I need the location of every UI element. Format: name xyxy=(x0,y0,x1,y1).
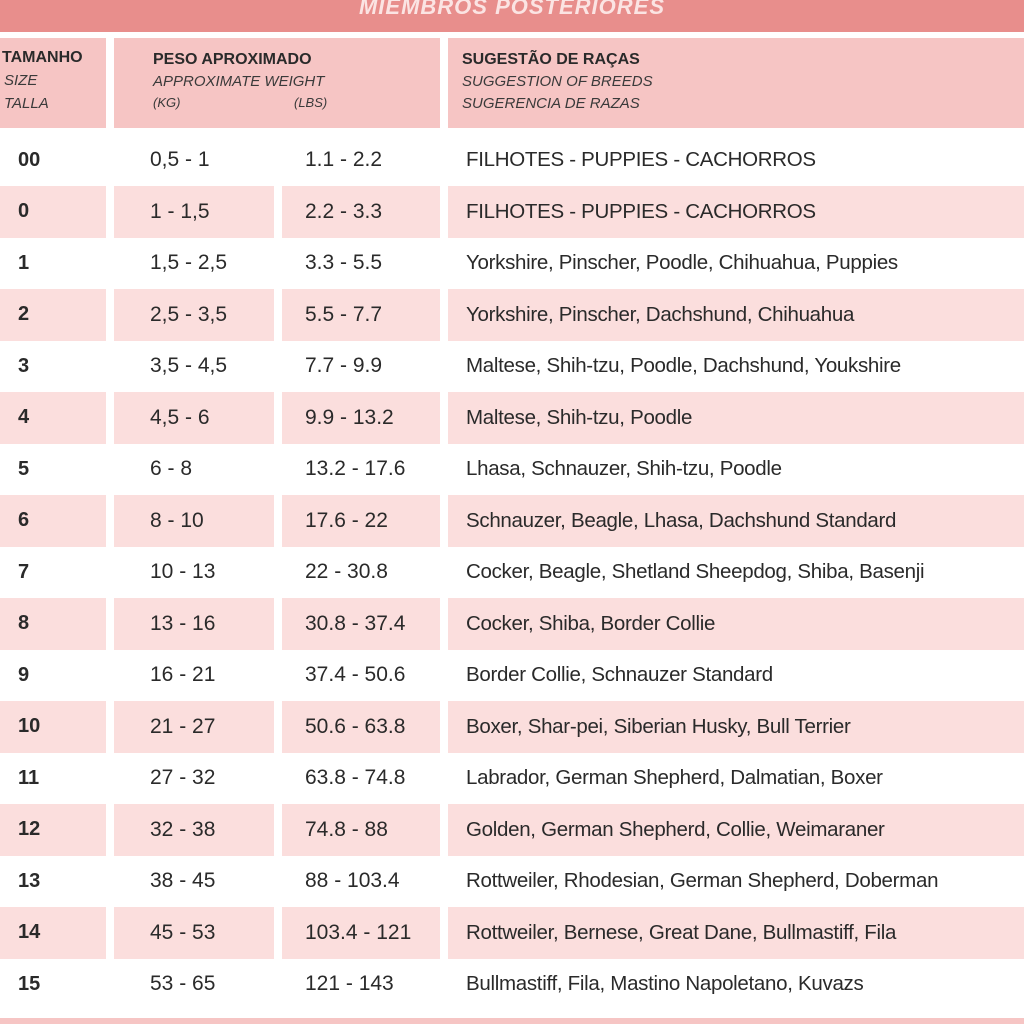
weight-kg-cell: 10 - 13 xyxy=(150,560,216,583)
table-row xyxy=(0,186,1024,238)
header-breeds-en: SUGGESTION OF BREEDS xyxy=(462,73,653,90)
weight-kg-cell: 6 - 8 xyxy=(150,457,193,480)
weight-lbs-cell: 63.8 - 74.8 xyxy=(305,766,406,789)
breeds-cell: Schnauzer, Beagle, Lhasa, Dachshund Standard xyxy=(448,495,1024,547)
weight-lbs-cell: 3.3 - 5.5 xyxy=(305,251,383,274)
header-weight-kg: (KG) xyxy=(153,95,181,110)
weight-lbs-cell: 1.1 - 2.2 xyxy=(305,148,383,171)
size-cell: 5 xyxy=(18,457,30,480)
size-cell: 7 xyxy=(18,560,30,583)
size-cell: 0 xyxy=(0,186,106,238)
weight-lbs-cell: 7.7 - 9.9 xyxy=(305,354,383,377)
banner-title: MIEMBROS POSTERIORES xyxy=(358,0,666,19)
size-cell: 3 xyxy=(18,354,30,377)
size-cell: 00 xyxy=(18,148,41,171)
header-weight xyxy=(114,38,440,128)
breeds-cell: FILHOTES - PUPPIES - CACHORROS xyxy=(466,148,816,171)
weight-lbs-cell: 22 - 30.8 xyxy=(305,560,388,583)
weight-kg-cell: 2,5 - 3,5 xyxy=(114,289,274,341)
breeds-cell: Yorkshire, Pinscher, Dachshund, Chihuahua xyxy=(448,289,1024,341)
weight-kg-cell: 32 - 38 xyxy=(114,804,274,856)
size-cell: 2 xyxy=(0,289,106,341)
weight-kg-cell: 0,5 - 1 xyxy=(150,148,210,171)
weight-lbs-cell: 37.4 - 50.6 xyxy=(305,663,406,686)
weight-kg-cell: 13 - 16 xyxy=(114,598,274,650)
table-row xyxy=(0,134,1024,186)
breeds-cell: Golden, German Shepherd, Collie, Weimaraner xyxy=(448,804,1024,856)
header-weight-lbs: (LBS) xyxy=(294,95,328,110)
header-breeds-pt: SUGESTÃO DE RAÇAS xyxy=(462,51,640,68)
weight-lbs-cell: 17.6 - 22 xyxy=(282,495,440,547)
weight-kg-cell: 1,5 - 2,5 xyxy=(150,251,228,274)
header-size-es: TALLA xyxy=(4,95,49,112)
breeds-cell: Maltese, Shih-tzu, Poodle, Dachshund, Youkshire xyxy=(466,354,901,377)
breeds-cell: Border Collie, Schnauzer Standard xyxy=(466,663,773,686)
size-cell: 6 xyxy=(0,495,106,547)
weight-kg-cell: 1 - 1,5 xyxy=(114,186,274,238)
table-row xyxy=(0,546,1024,598)
header-weight-en: APPROXIMATE WEIGHT xyxy=(153,73,325,90)
table-row xyxy=(0,495,1024,547)
weight-lbs-cell: 13.2 - 17.6 xyxy=(305,457,406,480)
table-row xyxy=(0,855,1024,907)
table-row xyxy=(0,804,1024,856)
table-row xyxy=(0,598,1024,650)
table-row xyxy=(0,237,1024,289)
weight-lbs-cell: 88 - 103.4 xyxy=(305,869,400,892)
size-cell: 11 xyxy=(18,766,40,789)
table-row xyxy=(0,649,1024,701)
weight-kg-cell: 8 - 10 xyxy=(114,495,274,547)
size-cell: 12 xyxy=(0,804,106,856)
header-breeds xyxy=(448,38,1024,128)
weight-lbs-cell: 30.8 - 37.4 xyxy=(282,598,440,650)
table-row xyxy=(0,752,1024,804)
table-row xyxy=(0,340,1024,392)
weight-kg-cell: 27 - 32 xyxy=(150,766,216,789)
breeds-cell: Lhasa, Schnauzer, Shih-tzu, Poodle xyxy=(466,457,782,480)
table-row xyxy=(0,907,1024,959)
weight-kg-cell: 53 - 65 xyxy=(150,972,216,995)
weight-lbs-cell: 74.8 - 88 xyxy=(282,804,440,856)
weight-lbs-cell: 2.2 - 3.3 xyxy=(282,186,440,238)
weight-kg-cell: 16 - 21 xyxy=(150,663,216,686)
weight-lbs-cell: 103.4 - 121 xyxy=(282,907,440,959)
header-size-en: SIZE xyxy=(4,72,38,89)
header-breeds-es: SUGERENCIA DE RAZAS xyxy=(462,95,640,112)
size-cell: 9 xyxy=(18,663,30,686)
weight-lbs-cell: 5.5 - 7.7 xyxy=(282,289,440,341)
weight-kg-cell: 4,5 - 6 xyxy=(114,392,274,444)
size-cell: 13 xyxy=(18,869,41,892)
breeds-cell: Labrador, German Shepherd, Dalmatian, Boxer xyxy=(466,766,883,789)
size-cell: 10 xyxy=(0,701,106,753)
breeds-cell: Cocker, Beagle, Shetland Sheepdog, Shiba, Basenji xyxy=(466,560,925,583)
breeds-cell: Cocker, Shiba, Border Collie xyxy=(448,598,1024,650)
size-cell: 14 xyxy=(0,907,106,959)
breeds-cell: FILHOTES - PUPPIES - CACHORROS xyxy=(448,186,1024,238)
table-row xyxy=(0,392,1024,444)
table-row xyxy=(0,701,1024,753)
table-row xyxy=(0,958,1024,1010)
breeds-cell: Bullmastiff, Fila, Mastino Napoletano, Kuvazs xyxy=(466,972,864,995)
weight-kg-cell: 45 - 53 xyxy=(114,907,274,959)
divider xyxy=(0,1018,1024,1024)
table-row xyxy=(0,443,1024,495)
size-cell: 15 xyxy=(18,972,41,995)
header-weight-pt: PESO APROXIMADO xyxy=(153,51,312,68)
header-size-pt: TAMANHO xyxy=(2,49,83,66)
breeds-cell: Rottweiler, Bernese, Great Dane, Bullmastiff, Fila xyxy=(448,907,1024,959)
weight-lbs-cell: 50.6 - 63.8 xyxy=(282,701,440,753)
size-cell: 8 xyxy=(0,598,106,650)
table-row xyxy=(0,289,1024,341)
weight-lbs-cell: 121 - 143 xyxy=(305,972,394,995)
breeds-cell: Boxer, Shar-pei, Siberian Husky, Bull Terrier xyxy=(448,701,1024,753)
breeds-cell: Yorkshire, Pinscher, Poodle, Chihuahua, Puppies xyxy=(466,251,898,274)
weight-kg-cell: 21 - 27 xyxy=(114,701,274,753)
size-cell: 1 xyxy=(18,251,30,274)
weight-kg-cell: 38 - 45 xyxy=(150,869,216,892)
weight-lbs-cell: 9.9 - 13.2 xyxy=(282,392,440,444)
header-size xyxy=(0,38,106,128)
weight-kg-cell: 3,5 - 4,5 xyxy=(150,354,228,377)
table-banner xyxy=(0,0,1024,32)
size-cell: 4 xyxy=(0,392,106,444)
breeds-cell: Rottweiler, Rhodesian, German Shepherd, Doberman xyxy=(466,869,939,892)
breeds-cell: Maltese, Shih-tzu, Poodle xyxy=(448,392,1024,444)
